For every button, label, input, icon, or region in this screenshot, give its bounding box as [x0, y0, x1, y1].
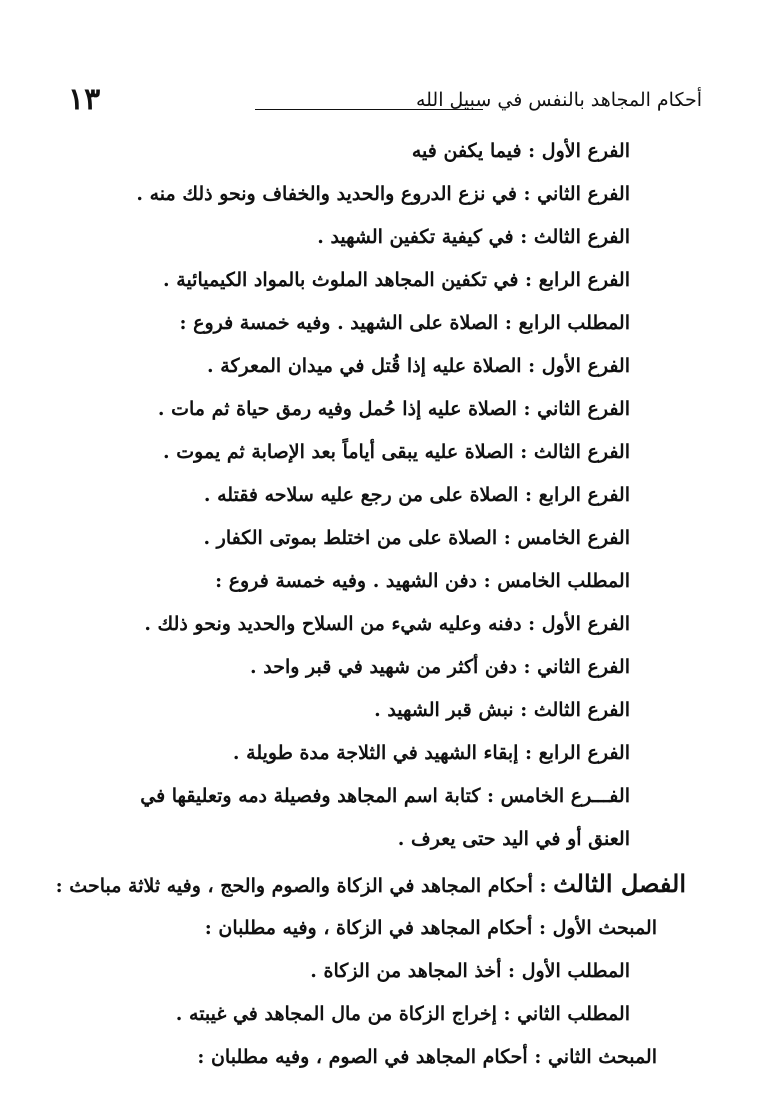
toc-list	[55, 130, 686, 1079]
toc-entry: المطلب الأول : أخذ المجاهد من الزكاة .	[310, 960, 630, 982]
chapter-title: : أحكام المجاهد في الزكاة والصوم والحج ، وفيه ثلاثة مباحث :	[55, 875, 547, 897]
toc-entry: الفرع الرابع : إبقاء الشهيد في الثلاجة مدة طويلة .	[232, 742, 630, 764]
toc-entry: المبحث الثاني : أحكام المجاهد في الصوم ، وفيه مطلبان :	[197, 1046, 657, 1068]
toc-entry: الفرع الثاني : الصلاة عليه إذا حُمل وفيه رمق حياة ثم مات .	[157, 398, 630, 420]
toc-entry: المبحث الأول : أحكام المجاهد في الزكاة ، وفيه مطلبان :	[204, 917, 657, 939]
toc-entry: الفرع الثاني : في نزع الدروع والحديد والخفاف ونحو ذلك منه .	[136, 183, 630, 205]
toc-entry: الفرع الأول : الصلاة عليه إذا قُتل في ميدان المعركة .	[207, 355, 630, 377]
chapter-label: الفصل الثالث	[553, 869, 686, 898]
toc-entry: المطلب الرابع : الصلاة على الشهيد . وفيه خمسة فروع :	[179, 312, 630, 334]
toc-entry: الفرع الأول : دفنه وعليه شيء من السلاح والحديد ونحو ذلك .	[144, 613, 630, 635]
toc-entry-multiline: الفـــرع الخامس : كتابة اسم المجاهد وفصيلة دمه وتعليقها في العنق أو في اليد حتى يعرف .	[140, 785, 630, 850]
page-number: ١٣	[68, 82, 101, 117]
toc-entry: الفرع الخامس : الصلاة على من اختلط بموتى الكفار .	[203, 527, 630, 549]
toc-entry: الفرع الرابع : في تكفين المجاهد الملوث بالمواد الكيميائية .	[163, 269, 630, 291]
toc-entry: المطلب الثاني : إخراج الزكاة من مال المجاهد في غيبته .	[175, 1003, 630, 1025]
toc-entry: الفرع الثالث : في كيفية تكفين الشهيد .	[317, 226, 630, 248]
running-title: أحكام المجاهد بالنفس في سبيل الله	[415, 89, 702, 111]
chapter-heading	[6, 861, 686, 907]
page-header	[60, 82, 702, 125]
toc-entry: الفرع الثالث : الصلاة عليه يبقى أياماً بعد الإصابة ثم يموت .	[163, 441, 630, 463]
toc-entry: الفرع الرابع : الصلاة على من رجع عليه سلاحه فقتله .	[203, 484, 630, 506]
toc-entry: الفرع الثالث : نبش قبر الشهيد .	[374, 699, 630, 721]
toc-entry: الفرع الأول : فيما يكفن فيه	[411, 140, 630, 162]
toc-entry: المطلب الخامس : دفن الشهيد . وفيه خمسة فروع :	[215, 570, 630, 592]
toc-entry: الفرع الثاني : دفن أكثر من شهيد في قبر واحد .	[250, 656, 630, 678]
